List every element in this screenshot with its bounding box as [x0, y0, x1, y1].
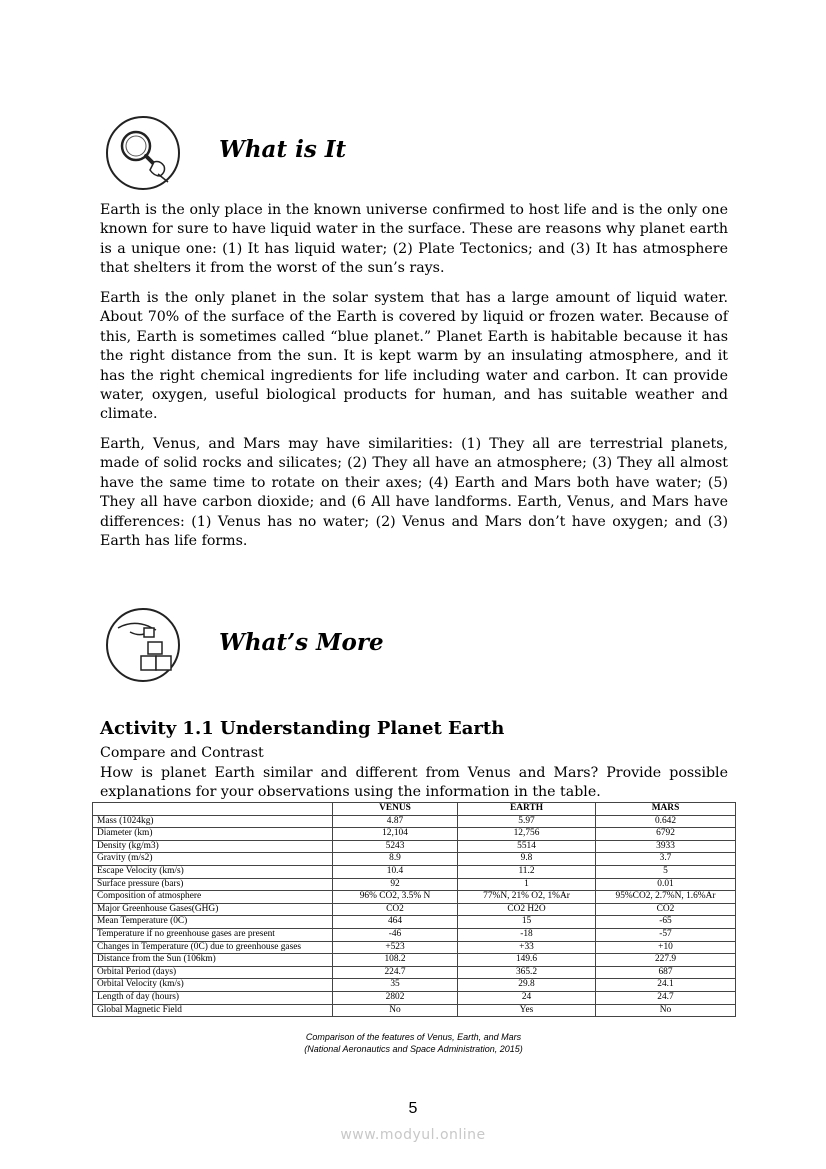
table-row	[93, 891, 736, 904]
table-cell: 24.7	[596, 991, 736, 1004]
table-cell: 224.7	[333, 966, 458, 979]
watermark: www.modyul.online	[340, 1127, 486, 1143]
table-cell: 1	[458, 878, 596, 891]
table-row-label: Density (kg/m3)	[93, 840, 333, 853]
table-cell: 687	[596, 966, 736, 979]
table-cell: 8.9	[333, 853, 458, 866]
table-row-label: Diameter (km)	[93, 828, 333, 841]
table-row	[93, 853, 736, 866]
table-header-cell: MARS	[596, 803, 736, 816]
table-cell: 12,104	[333, 828, 458, 841]
table-cell: 2802	[333, 991, 458, 1004]
table-cell: 9.8	[458, 853, 596, 866]
table-row-label: Distance from the Sun (106km)	[93, 954, 333, 967]
table-caption-line-2: (National Aeronautics and Space Administration, 2015)	[304, 1044, 523, 1054]
table-cell: 0.01	[596, 878, 736, 891]
magnifying-glass-icon	[106, 116, 180, 190]
table-cell: 3.7	[596, 853, 736, 866]
table-cell: CO2	[596, 903, 736, 916]
section-heading-whats-more: What’s More	[219, 629, 384, 656]
table-row	[93, 828, 736, 841]
table-row	[93, 979, 736, 992]
table-cell: 77%N, 21% O2, 1%Ar	[458, 891, 596, 904]
table-row	[93, 903, 736, 916]
table-cell: -46	[333, 928, 458, 941]
table-row-label: Major Greenhouse Gases(GHG)	[93, 903, 333, 916]
table-row	[93, 916, 736, 929]
table-cell: 149.6	[458, 954, 596, 967]
planet-comparison-table	[92, 802, 736, 1017]
table-row-label: Orbital Velocity (km/s)	[93, 979, 333, 992]
table-cell: 96% CO2, 3.5% N	[333, 891, 458, 904]
table-body	[93, 815, 736, 1017]
table-cell: -57	[596, 928, 736, 941]
table-cell: 464	[333, 916, 458, 929]
section-heading-what-is-it: What is It	[219, 136, 347, 163]
activity-instructions: How is planet Earth similar and different from Venus and Mars? Provide possible explanations for your observations using the information in the table.	[100, 765, 728, 801]
table-cell: 227.9	[596, 954, 736, 967]
table-row-label: Gravity (m/s2)	[93, 853, 333, 866]
table-header-row	[93, 803, 736, 816]
table-cell: 24.1	[596, 979, 736, 992]
table-header-cell: VENUS	[333, 803, 458, 816]
table-row-label: Mean Temperature (0C)	[93, 916, 333, 929]
table-cell: 35	[333, 979, 458, 992]
table-row-label: Length of day (hours)	[93, 991, 333, 1004]
table-row-label: Surface pressure (bars)	[93, 878, 333, 891]
table-cell: 108.2	[333, 954, 458, 967]
table-caption-line-1: Comparison of the features of Venus, Earth, and Mars	[305, 1032, 522, 1042]
table-row	[93, 840, 736, 853]
table-row-label: Composition of atmosphere	[93, 891, 333, 904]
table-row-label: Changes in Temperature (0C) due to greenhouse gases	[93, 941, 333, 954]
table-row	[93, 815, 736, 828]
paragraph-2: Earth is the only planet in the solar system that has a large amount of liquid water. About 70% of the surface of the Earth is covered by liquid or frozen water. Because of this, Earth is sometimes called “blue planet.” Planet Earth is habitable because it has the right distance from the sun. It is kept warm by an insulating atmosphere, and it has the right chemical ingredients for life including water and carbon. It can provide water, oxygen, useful biological products for human, and has suitable weather and climate.	[100, 290, 728, 423]
table-cell: -65	[596, 916, 736, 929]
table-cell: +33	[458, 941, 596, 954]
table-cell: 6792	[596, 828, 736, 841]
table-cell: 365.2	[458, 966, 596, 979]
table-row	[93, 865, 736, 878]
table-cell: -18	[458, 928, 596, 941]
table-row	[93, 991, 736, 1004]
table-row	[93, 878, 736, 891]
table-cell: 11.2	[458, 865, 596, 878]
paragraph-3: Earth, Venus, and Mars may have similarities: (1) They all are terrestrial planets, made of solid rocks and silicates; (2) They all have an atmosphere; (3) They all almost have the same time to rotate on their axes; (4) Earth and Mars both have water; (5) They all have carbon dioxide; and (6 All have landforms. Earth, Venus, and Mars have differences: (1) Venus has no water; (2) Venus and Mars don’t have oxygen; and (3) Earth has life forms.	[100, 436, 728, 550]
table-cell: 5	[596, 865, 736, 878]
table-cell: 24	[458, 991, 596, 1004]
table-row	[93, 941, 736, 954]
table-cell: 92	[333, 878, 458, 891]
table-row-label: Orbital Period (days)	[93, 966, 333, 979]
table-cell: 15	[458, 916, 596, 929]
table-cell: 3933	[596, 840, 736, 853]
table-cell: 5.97	[458, 815, 596, 828]
page-number: 5	[408, 1100, 418, 1117]
table-cell: 10.4	[333, 865, 458, 878]
table-row	[93, 1004, 736, 1017]
table-cell: 29.8	[458, 979, 596, 992]
table-row-label: Temperature if no greenhouse gases are present	[93, 928, 333, 941]
paragraph-1: Earth is the only place in the known universe confirmed to host life and is the only one known for sure to have liquid water in the surface. These are reasons why planet earth is a unique one: (1) It has liquid water; (2) Plate Tectonics; and (3) It has atmosphere that shelters it from the worst of the sun’s rays.	[100, 202, 728, 277]
table-row-label: Mass (1024kg)	[93, 815, 333, 828]
table-cell: +523	[333, 941, 458, 954]
table-cell: 5243	[333, 840, 458, 853]
table-cell: 5514	[458, 840, 596, 853]
table-cell: No	[596, 1004, 736, 1017]
table-header-cell	[93, 803, 333, 816]
table-header-cell: EARTH	[458, 803, 596, 816]
table-row	[93, 928, 736, 941]
activity-title: Activity 1.1 Understanding Planet Earth	[100, 718, 505, 739]
table-cell: 95%CO2, 2.7%N, 1.6%Ar	[596, 891, 736, 904]
table-cell: +10	[596, 941, 736, 954]
table-cell: CO2	[333, 903, 458, 916]
table-cell: No	[333, 1004, 458, 1017]
table-row-label: Global Magnetic Field	[93, 1004, 333, 1017]
table-cell: 12,756	[458, 828, 596, 841]
table-cell: 0.642	[596, 815, 736, 828]
table-cell: CO2 H2O	[458, 903, 596, 916]
table-row	[93, 954, 736, 967]
activity-subtitle: Compare and Contrast	[100, 745, 264, 761]
stacking-blocks-icon	[106, 608, 180, 682]
table-cell: Yes	[458, 1004, 596, 1017]
table-row	[93, 966, 736, 979]
table-cell: 4.87	[333, 815, 458, 828]
table-row-label: Escape Velocity (km/s)	[93, 865, 333, 878]
